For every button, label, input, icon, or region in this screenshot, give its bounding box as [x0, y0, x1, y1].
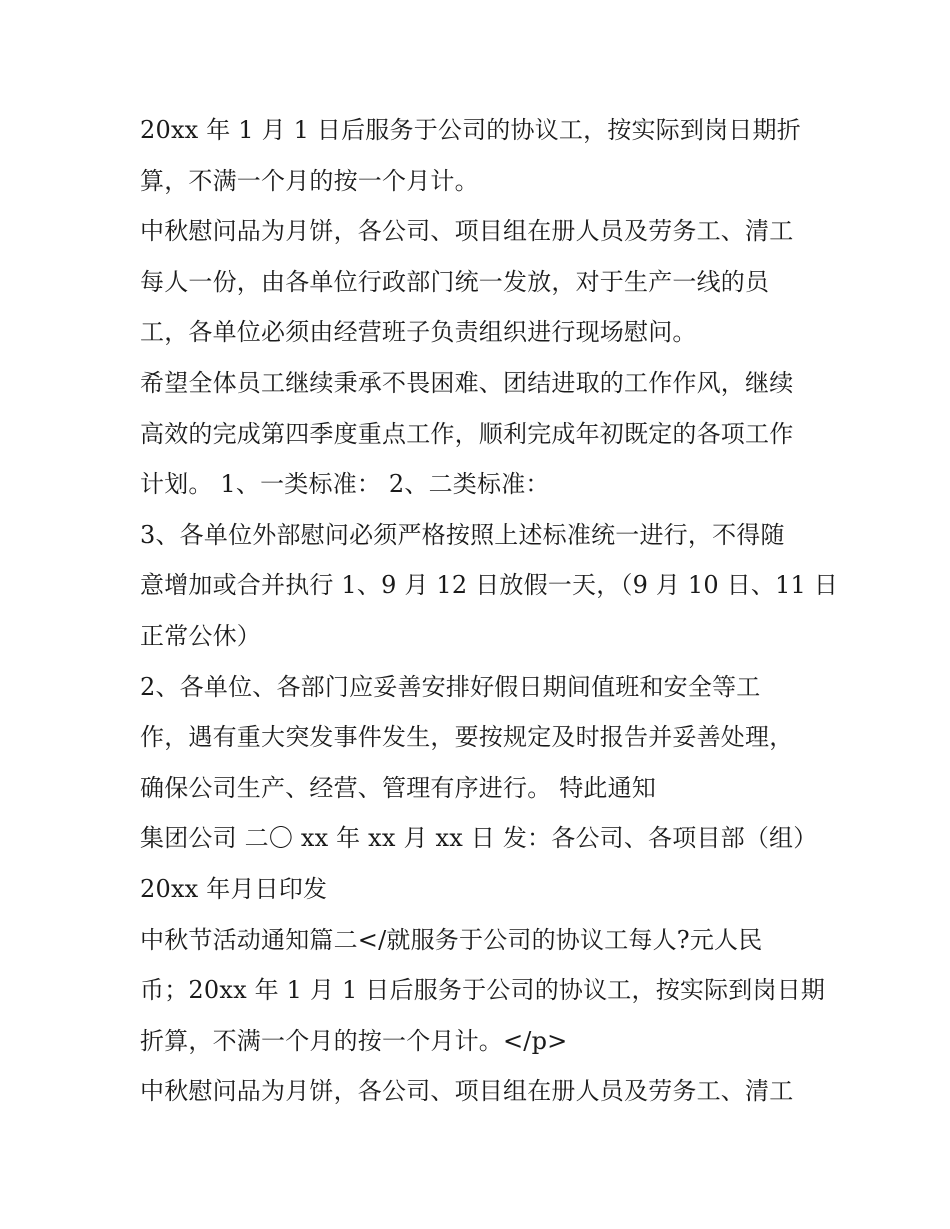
text-line: 20xx 年月日印发 [140, 874, 328, 903]
text-line: 折算，不满一个月的按一个月计。</p> [140, 1026, 568, 1055]
text-line: 确保公司生产、经营、管理有序进行。 特此通知 [140, 773, 657, 802]
document-body [140, 105, 839, 1117]
text-line: 正常公休） [140, 621, 261, 650]
text-line: 意增加或合并执行 1、9 月 12 日放假一天，（9 月 10 日、11 日 [140, 571, 839, 600]
text-line: 币；20xx 年 1 月 1 日后服务于公司的协议工，按实际到岗日期 [140, 976, 826, 1005]
text-line: 工，各单位必须由经营班子负责组织进行现场慰问。 [140, 318, 697, 347]
text-line: 希望全体员工继续秉承不畏困难、团结进取的工作作风，继续 [140, 368, 794, 397]
text-line: 2、各单位、各部门应妥善安排好假日期间值班和安全等工 [140, 672, 761, 701]
text-line: 中秋慰问品为月饼，各公司、项目组在册人员及劳务工、清工 [140, 217, 794, 246]
text-line: 高效的完成第四季度重点工作，顺利完成年初既定的各项工作 [140, 419, 794, 448]
text-line: 中秋节活动通知篇二</就服务于公司的协议工每人?元人民 [140, 925, 763, 954]
text-line: 3、各单位外部慰问必须严格按照上述标准统一进行，不得随 [140, 520, 785, 549]
text-line: 作，遇有重大突发事件发生，要按规定及时报告并妥善处理， [140, 723, 794, 752]
text-line: 计划。 1、一类标准： 2、二类标准： [140, 470, 550, 499]
text-line: 20xx 年 1 月 1 日后服务于公司的协议工，按实际到岗日期折 [140, 116, 801, 144]
text-line: 中秋慰问品为月饼，各公司、项目组在册人员及劳务工、清工 [140, 1077, 794, 1106]
text-line: 集团公司 二〇 xx 年 xx 月 xx 日 发：各公司、各项目部（组） [140, 824, 818, 853]
text-line: 每人一份，由各单位行政部门统一发放，对于生产一线的员 [140, 267, 770, 296]
text-line: 算，不满一个月的按一个月计。 [140, 166, 479, 195]
